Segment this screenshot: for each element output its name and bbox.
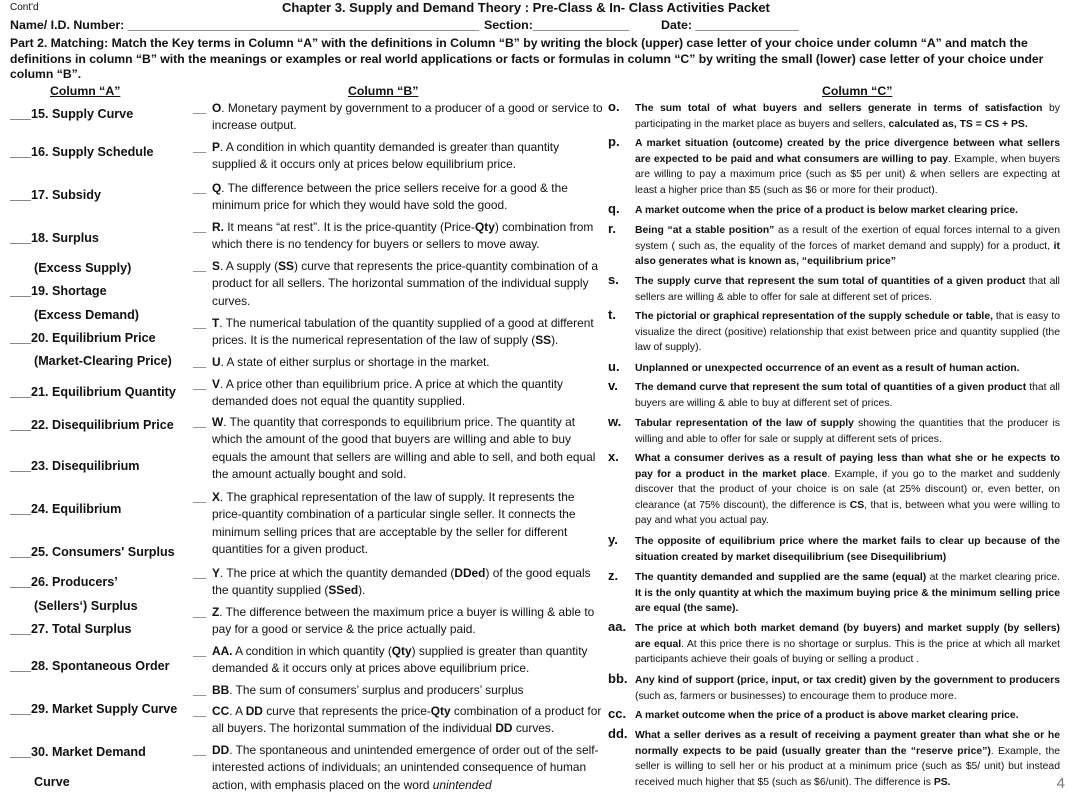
column-b-definition[interactable]: __ U. A state of either surplus or shortage in the market. xyxy=(193,355,490,369)
name-field-label: Name/ I.D. Number: ___________________________________________________ xyxy=(10,18,480,32)
column-a-term[interactable]: ___27. Total Surplus xyxy=(10,622,132,636)
column-b-definition[interactable]: __ P. A condition in which quantity demanded is greater than quantity supplied & it occurs only at prices below equilibrium price. xyxy=(193,140,560,172)
column-a-term[interactable]: ___25. Consumers' Surplus xyxy=(10,545,175,559)
page-number: 4 xyxy=(1056,775,1065,792)
page-title: Chapter 3. Supply and Demand Theory : Pre-Class & In- Class Activities Packet xyxy=(282,0,770,15)
column-a-term[interactable]: ___30. Market Demand xyxy=(10,745,146,759)
column-a-term[interactable]: ___26. Producers’ xyxy=(10,575,118,589)
column-a-term[interactable]: ___17. Subsidy xyxy=(10,188,102,202)
column-c-meaning: cc. A market outcome when the price of a product is above market clearing price. xyxy=(608,706,1019,721)
column-a-term[interactable]: ___20. Equilibrium Price xyxy=(10,331,156,345)
column-c-meaning: v. The demand curve that represent the sum total of quantities of a given product that all buyers are willing & able to buy at different set of prices. xyxy=(608,378,1060,409)
column-b-definition[interactable]: __ BB. The sum of consumers’ surplus and producers’ surplus xyxy=(193,683,524,697)
column-a-term-sub: (Excess Demand) xyxy=(34,308,139,322)
column-a-term[interactable]: ___24. Equilibrium xyxy=(10,502,122,516)
column-b-definition[interactable]: __ S. A supply (SS) curve that represents the price-quantity combination of a product for all sellers. The horizontal summation of the individual supply curves. xyxy=(193,259,599,308)
column-c-meaning: w. Tabular representation of the law of supply showing the quantities that the producer is willing and able to offer for sale or supply at different sets of prices. xyxy=(608,414,1060,445)
column-b-header: Column “B” xyxy=(348,84,419,98)
column-a-term[interactable]: ___28. Spontaneous Order xyxy=(10,659,170,673)
column-c-meaning: t. The pictorial or graphical representation of the supply schedule or table, that is easy to visualize the direct (positive) relationship that exist between price and quantity supplied (the law of supply). xyxy=(608,307,1060,353)
column-a-term[interactable]: ___16. Supply Schedule xyxy=(10,145,154,159)
instructions: Part 2. Matching: Match the Key terms in Column “A” with the definitions in Column “B” by writing the block (upper) case letter of your choice under column “A” and match the definitions in column “B” with the meanings or examples or real world applications or facts or formulas in column “C” by writing the small (lower) case letter of your choice under column “B”. xyxy=(10,36,1044,81)
column-b-definition[interactable]: __ Q. The difference between the price sellers receive for a good & the minimum price for which they would have sold the good. xyxy=(193,181,568,213)
column-c-meaning: bb. Any kind of support (price, input, or tax credit) given by the government to producers (such as, farmers or businesses) to encourage them to produce more. xyxy=(608,671,1060,702)
column-b-definition[interactable]: __ X. The graphical representation of the law of supply. It represents the price-quantity combination of a particular single seller. It connects the minimum selling prices that are acceptable by the seller for different quantities for a given product. xyxy=(193,490,576,556)
column-a-term[interactable]: ___22. Disequilibrium Price xyxy=(10,418,174,432)
column-b-definition[interactable]: __ V. A price other than equilibrium price. A price at which the quantity demanded does not equal the quantity supplied. xyxy=(193,377,563,409)
column-b-definition[interactable]: __ CC. A DD curve that represents the price-Qty combination of a product for all buyers. The horizontal summation of the individual DD curves. xyxy=(193,704,602,736)
column-c-meaning: dd. What a seller derives as a result of receiving a payment greater than what she or he normally expects to be paid (usually greater than the “reserve price”). Example, the seller is willing to sell her or his product at a minimum price (such as $5/ unit) but instead received much higher that $5 (such as $6/unit). The difference is PS. xyxy=(608,726,1061,788)
column-a-term[interactable]: ___19. Shortage xyxy=(10,284,107,298)
column-c-meaning: r. Being “at a stable position” as a result of the exertion of equal forces internal to a given system ( such as, the equality of the forces of market demand and supply) for a product, it also generates what is known as, “equilibrium price” xyxy=(608,221,1060,267)
column-a-term-sub: (Sellers‘) Surplus xyxy=(34,599,138,613)
column-b-definition[interactable]: __ T. The numerical tabulation of the quantity supplied of a good at different prices. It is the numerical representation of the law of supply (SS). xyxy=(193,316,594,348)
column-c-meaning: o. The sum total of what buyers and sellers generate in terms of satisfaction by participating in the market place as buyers and sellers, calculated as, TS = CS + PS. xyxy=(608,99,1060,130)
column-c-meaning: x. What a consumer derives as a result of paying less than what she or he expects to pay for a product in the market place. Example, if you go to the market and suddenly discover that the product of your choice is on sale (at 25% discount) or, even better, on clearance (at 75% discount), the difference is CS, that is, between what you were willing to pay and what you actual pay. xyxy=(608,449,1061,526)
column-a-term[interactable]: ___18. Surplus xyxy=(10,231,99,245)
column-c-meaning: z. The quantity demanded and supplied are the same (equal) at the market clearing price. It is the only quantity at which the maximum buying price & the minimum selling price are equal (the same). xyxy=(608,568,1060,614)
column-c-meaning: aa. The price at which both market demand (by buyers) and market supply (by sellers) are equal. At this price there is no shortage or surplus. This is the price at which all market participants achieve their goals of buying or selling a product . xyxy=(608,619,1060,665)
column-b-definition[interactable]: __ DD. The spontaneous and unintended emergence of order out of the self-interested actions of individuals; an unintended consequence of human action, with emphasis placed on the word unintended xyxy=(193,743,599,792)
column-b-definition[interactable]: __ O. Monetary payment by government to a producer of a good or service to increase output. xyxy=(193,101,603,133)
column-c-meaning: p. A market situation (outcome) created by the price divergence between what sellers are expected to be paid and what consumers are willing to pay. Example, when buyers are willing to pay a maximum price (such as $5 per unit) & when sellers are expecting at least a higher price than $5 (such as $6 or more for their product). xyxy=(608,134,1060,196)
column-a-term[interactable]: ___23. Disequilibrium xyxy=(10,459,140,473)
column-c-meaning: u. Unplanned or unexpected occurrence of an event as a result of human action. xyxy=(608,359,1020,374)
column-a-term-sub: (Market-Clearing Price) xyxy=(34,354,172,368)
column-a-term-sub: Curve xyxy=(34,775,70,789)
date-field-label: Date: _______________ xyxy=(661,18,799,32)
contd-label: Cont'd xyxy=(10,2,39,13)
column-a-header: Column “A” xyxy=(50,84,121,98)
column-c-meaning: y. The opposite of equilibrium price where the market fails to clear up because of the situation created by market disequilibrium (see Disequilibrium) xyxy=(608,532,1060,563)
column-b-definition[interactable]: __ Z. The difference between the maximum price a buyer is willing & able to pay for a good or service & the price actually paid. xyxy=(193,605,595,637)
column-b-definition[interactable]: __ Y. The price at which the quantity demanded (DDed) of the good equals the quantity supplied (SSed). xyxy=(193,566,591,598)
column-a-term[interactable]: ___29. Market Supply Curve xyxy=(10,702,178,716)
section-field-label: Section:______________ xyxy=(484,18,630,32)
column-a-term-sub: (Excess Supply) xyxy=(34,261,132,275)
column-a-term[interactable]: ___15. Supply Curve xyxy=(10,107,134,121)
column-c-meaning: q. A market outcome when the price of a product is below market clearing price. xyxy=(608,201,1019,216)
column-b-definition[interactable]: __ W. The quantity that corresponds to equilibrium price. The quantity at which the amount of the good that buyers are willing and able to buy equals the amount that sellers are willing and able to sell, and both equal the amount actually bought and sold. xyxy=(193,415,596,481)
column-a-term[interactable]: ___21. Equilibrium Quantity xyxy=(10,385,176,399)
column-b-definition[interactable]: __ R. It means “at rest”. It is the price-quantity (Price-Qty) combination from which there is no tendency for buyers or sellers to move away. xyxy=(193,220,594,252)
column-b-definition[interactable]: __ AA. A condition in which quantity (Qty) supplied is greater than quantity demanded & it occurs only at prices above equilibrium price. xyxy=(193,644,588,676)
column-c-header: Column “C” xyxy=(822,84,893,98)
column-c-meaning: s. The supply curve that represent the sum total of quantities of a given product that all sellers are willing & able to offer for sale at different set of prices. xyxy=(608,272,1060,303)
